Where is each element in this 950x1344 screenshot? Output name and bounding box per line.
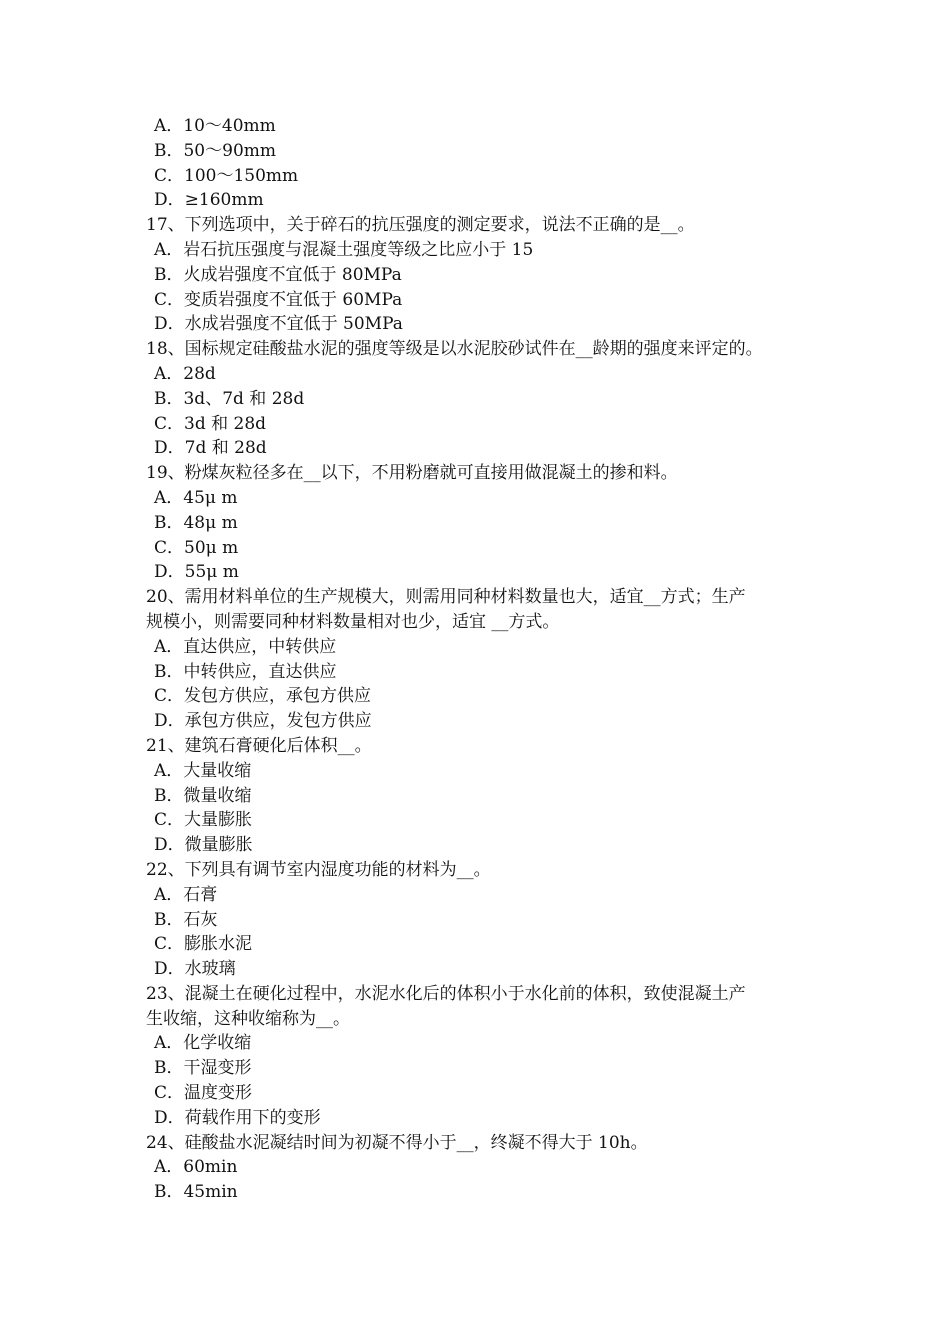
option-line: A．45μ m bbox=[154, 487, 238, 508]
option-line: D．55μ m bbox=[154, 562, 239, 583]
option-line: B．48μ m bbox=[154, 512, 238, 533]
question-line: 19、粉煤灰粒径多在__以下，不用粉磨就可直接用做混凝土的掺和料。 bbox=[146, 463, 678, 484]
option-line: C．50μ m bbox=[154, 537, 239, 558]
option-line: A．10～40mm bbox=[154, 116, 276, 136]
question-line: 规模小，则需要同种材料数量相对也少，适宜 __方式。 bbox=[146, 611, 560, 632]
option-line: D．荷载作用下的变形 bbox=[154, 1107, 321, 1128]
option-line: C．变质岩强度不宜低于 60MPa bbox=[154, 289, 403, 310]
question-line: 17、下列选项中，关于碎石的抗压强度的测定要求，说法不正确的是__。 bbox=[146, 215, 695, 236]
option-line: B．石灰 bbox=[154, 909, 218, 930]
option-line: C．温度变形 bbox=[154, 1083, 253, 1104]
question-list bbox=[146, 114, 836, 1205]
option-line: C．发包方供应，承包方供应 bbox=[154, 686, 372, 707]
option-line: B．45min bbox=[154, 1182, 238, 1203]
question-line: 生收缩，这种收缩称为__。 bbox=[146, 1008, 350, 1029]
option-line: C．100～150mm bbox=[154, 165, 299, 186]
option-line: B．中转供应，直达供应 bbox=[154, 661, 337, 682]
option-line: D．水玻璃 bbox=[154, 959, 236, 980]
option-line: B．3d、7d 和 28d bbox=[154, 388, 305, 409]
option-line: A．化学收缩 bbox=[154, 1033, 252, 1054]
option-line: A．石膏 bbox=[154, 884, 218, 905]
option-line: A．60min bbox=[154, 1157, 238, 1178]
question-line: 21、建筑石膏硬化后体积__。 bbox=[146, 735, 372, 756]
question-line: 18、国标规定硅酸盐水泥的强度等级是以水泥胶砂试件在__龄期的强度来评定的。 bbox=[146, 339, 763, 360]
question-line: 20、需用材料单位的生产规模大，则需用同种材料数量也大，适宜__方式；生产 bbox=[146, 587, 746, 608]
option-line: C．膨胀水泥 bbox=[154, 934, 253, 955]
option-line: C．3d 和 28d bbox=[154, 413, 267, 434]
option-line: C．大量膨胀 bbox=[154, 810, 253, 831]
question-line: 24、硅酸盐水泥凝结时间为初凝不得小于__，终凝不得大于 10h。 bbox=[146, 1132, 648, 1153]
question-line: 23、混凝土在硬化过程中，水泥水化后的体积小于水化前的体积，致使混凝土产 bbox=[146, 983, 746, 1004]
option-line: D．水成岩强度不宜低于 50MPa bbox=[154, 314, 403, 335]
option-line: B．50～90mm bbox=[154, 140, 276, 161]
option-line: D．微量膨胀 bbox=[154, 835, 253, 856]
option-line: D．≥160mm bbox=[154, 190, 264, 211]
option-line: A．岩石抗压强度与混凝土强度等级之比应小于 15 bbox=[154, 239, 534, 260]
option-line: B．火成岩强度不宜低于 80MPa bbox=[154, 264, 402, 285]
option-line: B．微量收缩 bbox=[154, 785, 252, 806]
question-line: 22、下列具有调节室内湿度功能的材料为__。 bbox=[146, 859, 491, 880]
option-line: D．7d 和 28d bbox=[154, 438, 267, 459]
option-line: A．直达供应，中转供应 bbox=[154, 636, 337, 657]
option-line: A．28d bbox=[154, 363, 216, 384]
option-line: A．大量收缩 bbox=[154, 760, 252, 781]
option-line: D．承包方供应，发包方供应 bbox=[154, 711, 372, 732]
option-line: B．干湿变形 bbox=[154, 1058, 252, 1079]
